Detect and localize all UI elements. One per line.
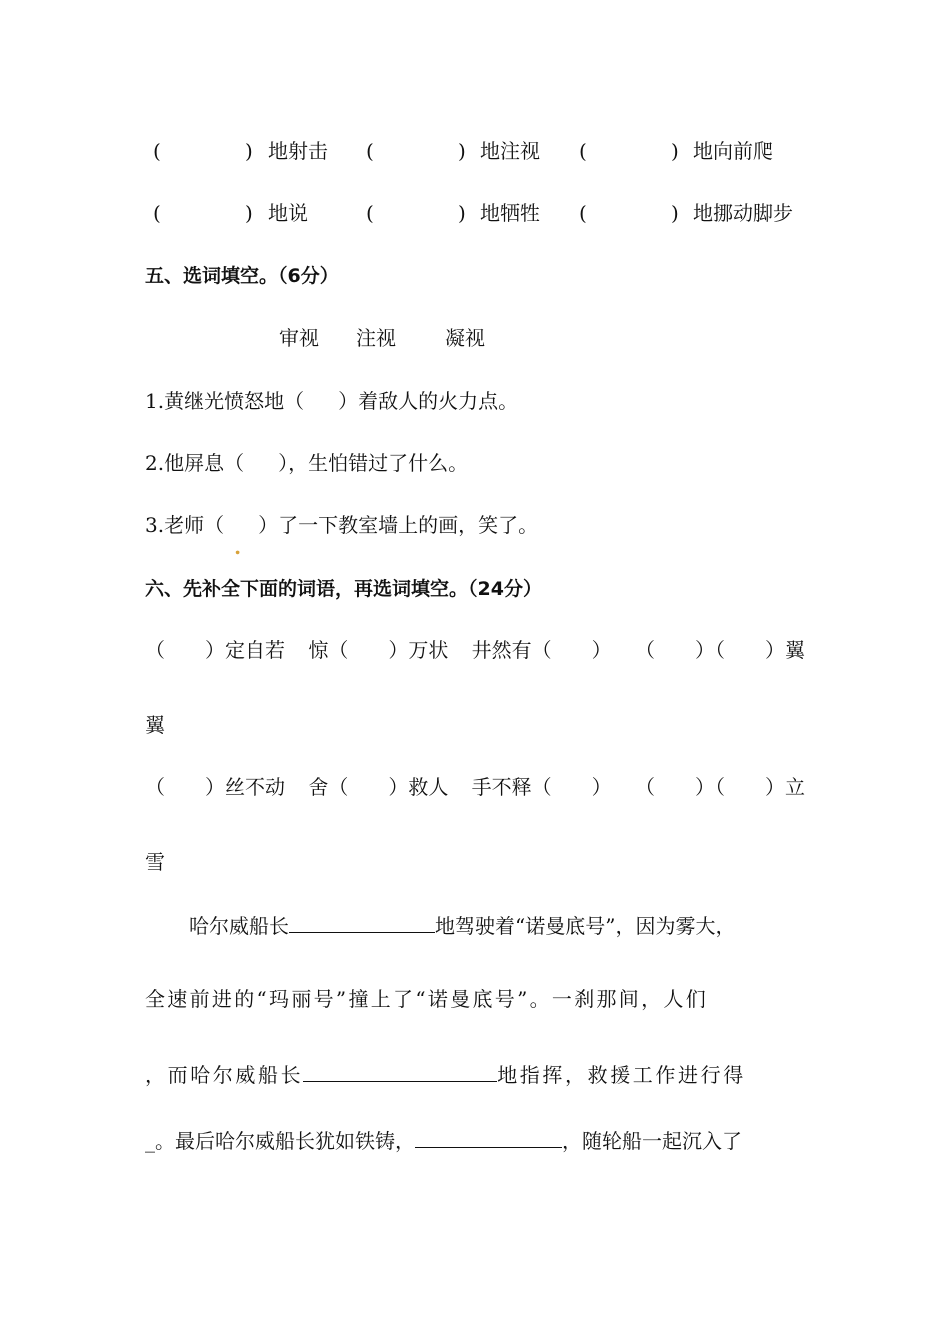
row1-item-3-open: ( — [579, 139, 587, 163]
idiom-3: 井然有（ ） — [471, 638, 612, 662]
question-2-before: 他屏息（ — [164, 451, 245, 475]
idiom-row-1 — [145, 635, 805, 665]
idiom-5: （ ）丝不动 — [145, 775, 285, 799]
passage-blank-1[interactable] — [289, 910, 435, 933]
idiom-row-1-wrap: 翼 — [145, 713, 165, 737]
question-3-after: ）了一下教室墙上的画，笑了。 — [258, 513, 539, 537]
question-3 — [145, 510, 805, 559]
row2-item-1-close: ) — [245, 201, 253, 225]
question-3-before: 老师（ — [164, 513, 225, 537]
row2-item-1-open: ( — [153, 201, 161, 225]
row1-item-3-text: 地向前爬 — [693, 139, 773, 163]
idiom-4: （ ）（ ）翼 — [634, 638, 805, 662]
passage-blank-2[interactable] — [303, 1059, 497, 1082]
question-1-number: 1. — [145, 389, 165, 413]
idiom-6: 舍（ ）救人 — [308, 775, 449, 799]
passage-blank-3[interactable] — [415, 1125, 562, 1148]
word-bank-item-2: 注视 — [356, 326, 396, 350]
question-3-number: 3. — [145, 513, 165, 537]
question-1-after: ）着敌人的火力点。 — [338, 389, 519, 413]
row1-item-3-close: ) — [671, 139, 679, 163]
passage-text-3b: 地指挥，救援工作进行得 — [497, 1063, 746, 1087]
row2-item-2-close: ) — [458, 201, 466, 225]
idiom-7: 手不释（ ） — [471, 775, 612, 799]
passage-line-1 — [145, 910, 805, 941]
idiom-row-2-wrap: 雪 — [145, 850, 165, 874]
idiom-1: （ ）定自若 — [145, 638, 285, 662]
question-1-before: 黄继光愤怒地（ — [164, 389, 305, 413]
row1-item-2-close: ) — [458, 139, 466, 163]
row1-item-2-text: 地注视 — [480, 139, 540, 163]
row1-item-2-open: ( — [366, 139, 374, 163]
question-2 — [145, 448, 805, 478]
word-bank-item-3: 凝视 — [445, 326, 485, 350]
passage-text-1a: 哈尔威船长 — [189, 914, 289, 938]
question-2-after: ），生怕错过了什么。 — [278, 451, 469, 475]
row2-item-3-open: ( — [579, 201, 587, 225]
row1-item-1-close: ) — [245, 139, 253, 163]
passage-text-4b: ，随轮船一起沉入了 — [562, 1129, 742, 1153]
row2-item-3-text: 地挪动脚步 — [693, 201, 793, 225]
idiom-8: （ ）（ ）立 — [634, 775, 805, 799]
idiom-2: 惊（ ）万状 — [308, 638, 449, 662]
passage-line-2: 全速前进的“玛丽号”撞上了“诺曼底号”。一刹那间，人们 — [145, 987, 708, 1011]
question-2-number: 2. — [145, 451, 165, 475]
row2-item-2-open: ( — [366, 201, 374, 225]
section-6-title: 六、先补全下面的词语，再选词填空。（24分） — [145, 578, 542, 600]
row1-item-1-text: 地射击 — [268, 139, 328, 163]
stray-mark: . — [234, 535, 242, 559]
row1-item-1-open: ( — [153, 139, 161, 163]
passage-text-1b: 地驾驶着“诺曼底号”，因为雾大， — [435, 914, 736, 938]
passage-text-3a: ，而哈尔威船长 — [145, 1063, 304, 1087]
row2-item-1-text: 地说 — [268, 201, 308, 225]
row2-item-2-text: 地牺牲 — [480, 201, 540, 225]
passage-text-4a: _。最后哈尔威船长犹如铁铸， — [145, 1129, 415, 1153]
idiom-row-2 — [145, 772, 805, 802]
question-1 — [145, 386, 805, 416]
word-bank-item-1: 审视 — [279, 326, 319, 350]
row2-item-3-close: ) — [671, 201, 679, 225]
section-5-title: 五、选词填空。（6分） — [145, 265, 339, 287]
passage-line-4 — [145, 1125, 805, 1156]
passage-line-3 — [145, 1059, 805, 1090]
